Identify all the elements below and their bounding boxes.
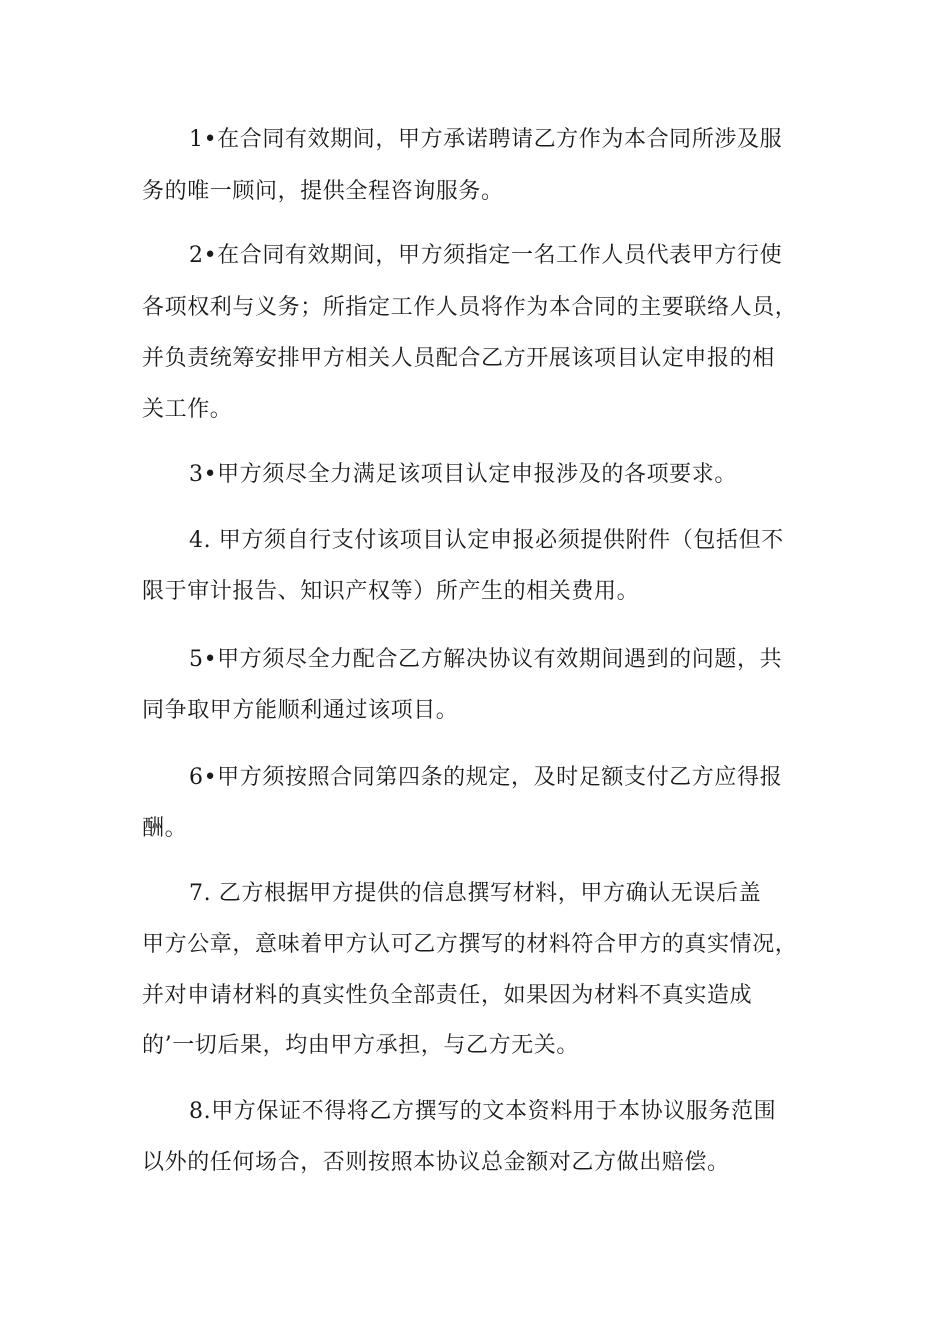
clause-7-line-2: 甲方公章，意味着甲方认可乙方撰写的材料符合甲方的真实情况， bbox=[142, 932, 798, 957]
clause-5-line-1: 5•甲方须尽全力配合乙方解决协议有效期间遇到的问题，共 bbox=[189, 647, 783, 672]
clause-2-line-1: 2•在合同有效期间，甲方须指定一名工作人员代表甲方行使 bbox=[189, 243, 783, 268]
clause-7-line-3: 并对申请材料的真实性负全部责任，如果因为材料不真实造成 bbox=[142, 983, 753, 1008]
clause-4-line-1: 4. 甲方须自行支付该项目认定申报必须提供附件（包括但不 bbox=[189, 528, 784, 553]
clause-4-line-2: 限于审计报告、知识产权等）所产生的相关费用。 bbox=[142, 579, 640, 604]
clause-8-line-1: 8.甲方保证不得将乙方撰写的文本资料用于本协议服务范围 bbox=[189, 1099, 777, 1124]
clause-7-line-1: 7. 乙方根据甲方提供的信息撰写材料，甲方确认无误后盖 bbox=[189, 881, 762, 906]
clause-2-line-2: 各项权利与义务；所指定工作人员将作为本合同的主要联络人员， bbox=[142, 295, 798, 320]
clause-5-line-2: 同争取甲方能顺利通过该项目。 bbox=[142, 698, 459, 723]
clause-3-line-1: 3•甲方须尽全力满足该项目认定申报涉及的各项要求。 bbox=[189, 462, 737, 487]
clause-8-line-2: 以外的任何场合，否则按照本协议总金额对乙方做出赔偿。 bbox=[142, 1150, 730, 1175]
clause-7-line-4: 的’一切后果，均由甲方承担，与乙方无关。 bbox=[142, 1033, 579, 1058]
clause-1-line-2: 务的唯一顾问，提供全程咨询服务。 bbox=[142, 179, 504, 204]
clause-6-line-1: 6•甲方须按照合同第四条的规定，及时足额支付乙方应得报 bbox=[189, 765, 783, 790]
clause-6-line-2: 酬。 bbox=[142, 816, 188, 841]
clause-2-line-3: 并负责统筹安排甲方相关人员配合乙方开展该项目认定申报的相 bbox=[142, 346, 775, 371]
clause-2-line-4: 关工作。 bbox=[142, 397, 233, 422]
clause-1-line-1: 1•在合同有效期间，甲方承诺聘请乙方作为本合同所涉及服 bbox=[189, 127, 783, 152]
